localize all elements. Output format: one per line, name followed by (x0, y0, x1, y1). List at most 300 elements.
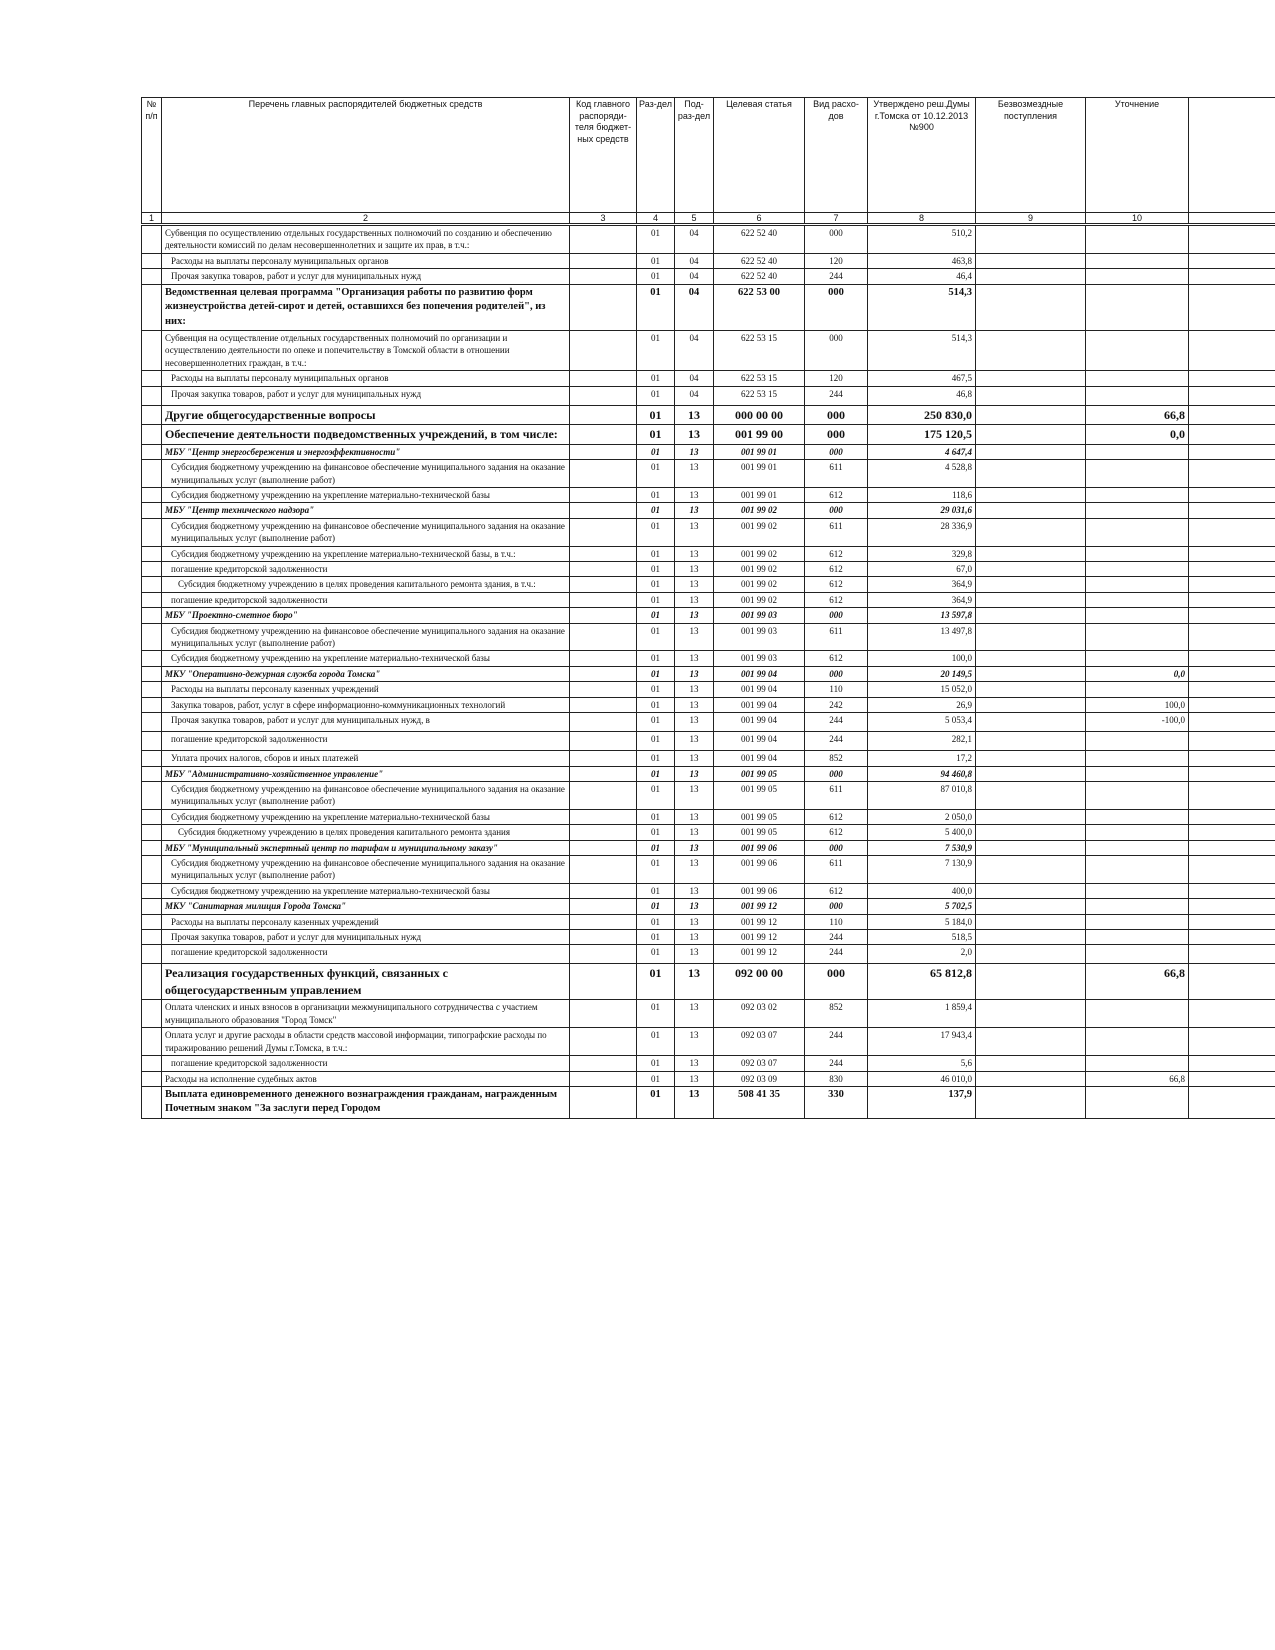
row-vid: 000 (805, 899, 868, 914)
row-correction (1086, 546, 1189, 561)
row-amount: 1 859,4 (868, 1000, 976, 1028)
row-podrazdel: 13 (675, 503, 714, 518)
row-correction (1086, 766, 1189, 781)
row-extra (1189, 682, 1275, 697)
header-extra (1189, 98, 1275, 213)
row-name: Субсидия бюджетному учреждению на финансовое обеспечение муниципального задания на оказание муниципальных услуг (выполнение работ) (162, 623, 570, 651)
row-amount: 5 702,5 (868, 899, 976, 914)
row-podrazdel: 04 (675, 386, 714, 405)
row-statya: 000 00 00 (714, 405, 805, 425)
row-vid: 244 (805, 1028, 868, 1056)
table-row (142, 666, 1275, 681)
row-correction (1086, 623, 1189, 651)
row-podrazdel: 13 (675, 1056, 714, 1071)
row-amount: 175 120,5 (868, 425, 976, 445)
row-grants (976, 666, 1086, 681)
row-correction (1086, 1000, 1189, 1028)
row-amount: 28 336,9 (868, 518, 976, 546)
row-vid: 244 (805, 269, 868, 284)
table-row (142, 1028, 1275, 1056)
row-name: Субсидия бюджетному учреждению в целях проведения капитального ремонта здания, в т.ч.: (162, 577, 570, 592)
row-amount: 15 052,0 (868, 682, 976, 697)
row-razdel: 01 (637, 284, 675, 330)
row-name: МБУ "Муниципальный экспертный центр по тарифам и муниципальному заказу" (162, 840, 570, 855)
row-vid: 612 (805, 825, 868, 840)
header-statya: Целевая статья (714, 98, 805, 213)
row-statya: 092 03 07 (714, 1028, 805, 1056)
row-podrazdel: 13 (675, 666, 714, 681)
row-correction (1086, 225, 1189, 254)
row-vid: 000 (805, 766, 868, 781)
row-statya: 001 99 04 (714, 682, 805, 697)
row-podrazdel: 13 (675, 809, 714, 824)
row-statya: 092 03 09 (714, 1071, 805, 1086)
row-amount: 100,0 (868, 651, 976, 666)
row-razdel: 01 (637, 1028, 675, 1056)
row-correction (1086, 929, 1189, 944)
row-amount: 94 460,8 (868, 766, 976, 781)
num (142, 682, 162, 697)
header-name: Перечень главных распорядителей бюджетных средств (162, 98, 570, 213)
row-extra (1189, 840, 1275, 855)
row-statya: 001 99 05 (714, 766, 805, 781)
row-grants (976, 883, 1086, 898)
row-vid: 244 (805, 1056, 868, 1071)
row-amount: 5 184,0 (868, 914, 976, 929)
row-extra (1189, 371, 1275, 386)
row-statya: 001 99 04 (714, 751, 805, 766)
table-row (142, 1000, 1275, 1028)
row-vid: 000 (805, 964, 868, 1000)
num (142, 562, 162, 577)
row-name: Субсидия бюджетному учреждению на укрепление материально-технической базы (162, 488, 570, 503)
row-statya: 001 99 02 (714, 518, 805, 546)
row-extra (1189, 855, 1275, 883)
row-code (570, 883, 637, 898)
row-statya: 001 99 04 (714, 713, 805, 732)
row-vid: 611 (805, 781, 868, 809)
col-number: 7 (805, 213, 868, 225)
row-code (570, 929, 637, 944)
row-amount: 2 050,0 (868, 809, 976, 824)
row-grants (976, 225, 1086, 254)
row-correction: 0,0 (1086, 666, 1189, 681)
row-vid: 000 (805, 608, 868, 623)
table-row (142, 809, 1275, 824)
row-name: Субсидия бюджетному учреждению на финансовое обеспечение муниципального задания на оказание муниципальных услуг (выполнение работ) (162, 460, 570, 488)
row-name: Субсидия бюджетному учреждению на финансовое обеспечение муниципального задания на оказание муниципальных услуг (выполнение работ) (162, 518, 570, 546)
row-correction (1086, 253, 1189, 268)
row-name: Расходы на выплаты персоналу муниципальных органов (162, 253, 570, 268)
row-statya: 622 53 15 (714, 371, 805, 386)
row-correction (1086, 914, 1189, 929)
row-code (570, 751, 637, 766)
table-row (142, 682, 1275, 697)
row-code (570, 546, 637, 561)
row-podrazdel: 13 (675, 964, 714, 1000)
row-amount: 364,9 (868, 592, 976, 607)
num (142, 225, 162, 254)
row-grants (976, 405, 1086, 425)
row-podrazdel: 13 (675, 651, 714, 666)
col-number: 3 (570, 213, 637, 225)
row-grants (976, 460, 1086, 488)
num (142, 460, 162, 488)
row-grants (976, 651, 1086, 666)
row-name: Оплата услуг и другие расходы в области средств массовой информации, типографские расходы по тиражированию решений Думы г.Томска, в т.ч.: (162, 1028, 570, 1056)
row-extra (1189, 253, 1275, 268)
row-code (570, 460, 637, 488)
row-extra (1189, 666, 1275, 681)
row-amount: 46,8 (868, 386, 976, 405)
row-code (570, 518, 637, 546)
row-statya: 001 99 04 (714, 732, 805, 751)
row-razdel: 01 (637, 444, 675, 459)
row-razdel: 01 (637, 488, 675, 503)
num (142, 488, 162, 503)
num (142, 331, 162, 371)
row-extra (1189, 751, 1275, 766)
row-name: МБУ "Административно-хозяйственное управление" (162, 766, 570, 781)
row-amount: 463,8 (868, 253, 976, 268)
row-code (570, 732, 637, 751)
row-correction (1086, 781, 1189, 809)
row-podrazdel: 13 (675, 623, 714, 651)
row-extra (1189, 1071, 1275, 1086)
table-row (142, 546, 1275, 561)
row-vid: 110 (805, 914, 868, 929)
row-podrazdel: 13 (675, 899, 714, 914)
row-extra (1189, 899, 1275, 914)
row-grants (976, 1086, 1086, 1118)
budget-table-sheet (141, 97, 1275, 1119)
row-podrazdel: 04 (675, 284, 714, 330)
row-podrazdel: 04 (675, 371, 714, 386)
header-correction: Уточнение (1086, 98, 1189, 213)
row-grants (976, 518, 1086, 546)
num (142, 592, 162, 607)
row-name: погашение кредиторской задолженности (162, 732, 570, 751)
row-vid: 000 (805, 331, 868, 371)
row-name: Расходы на выплаты персоналу муниципальных органов (162, 371, 570, 386)
row-razdel: 01 (637, 371, 675, 386)
row-podrazdel: 13 (675, 425, 714, 445)
num (142, 1056, 162, 1071)
table-row (142, 592, 1275, 607)
row-razdel: 01 (637, 577, 675, 592)
row-correction (1086, 592, 1189, 607)
row-statya: 622 52 40 (714, 253, 805, 268)
row-amount: 7 130,9 (868, 855, 976, 883)
row-name: МБУ "Центр энергосбережения и энергоэффективности" (162, 444, 570, 459)
row-extra (1189, 809, 1275, 824)
row-podrazdel: 04 (675, 253, 714, 268)
table-row (142, 518, 1275, 546)
row-amount: 137,9 (868, 1086, 976, 1118)
row-vid: 612 (805, 562, 868, 577)
table-row (142, 964, 1275, 1000)
row-name: Ведомственная целевая программа "Организация работы по развитию форм жизнеустройства детей-сирот и детей, оставшихся без попечения родителей", из них: (162, 284, 570, 330)
row-podrazdel: 13 (675, 577, 714, 592)
num (142, 825, 162, 840)
num (142, 899, 162, 914)
table-row (142, 371, 1275, 386)
row-name: Прочая закупка товаров, работ и услуг для муниципальных нужд (162, 929, 570, 944)
row-correction: -100,0 (1086, 713, 1189, 732)
row-razdel: 01 (637, 592, 675, 607)
row-code (570, 592, 637, 607)
row-name: Расходы на выплаты персоналу казенных учреждений (162, 682, 570, 697)
row-podrazdel: 13 (675, 840, 714, 855)
row-podrazdel: 13 (675, 914, 714, 929)
row-grants (976, 732, 1086, 751)
row-vid: 000 (805, 405, 868, 425)
row-extra (1189, 651, 1275, 666)
row-razdel: 01 (637, 1086, 675, 1118)
table-body (142, 225, 1275, 1119)
table-row (142, 623, 1275, 651)
row-razdel: 01 (637, 964, 675, 1000)
row-correction (1086, 883, 1189, 898)
row-vid: 120 (805, 371, 868, 386)
row-statya: 001 99 05 (714, 781, 805, 809)
row-vid: 612 (805, 809, 868, 824)
row-podrazdel: 13 (675, 488, 714, 503)
row-extra (1189, 488, 1275, 503)
row-razdel: 01 (637, 751, 675, 766)
row-name: Расходы на выплаты персоналу казенных учреждений (162, 914, 570, 929)
num (142, 666, 162, 681)
row-extra (1189, 1086, 1275, 1118)
row-amount: 282,1 (868, 732, 976, 751)
row-name: погашение кредиторской задолженности (162, 592, 570, 607)
row-name: МКУ "Оперативно-дежурная служба города Томска" (162, 666, 570, 681)
row-statya: 508 41 35 (714, 1086, 805, 1118)
row-correction: 0,0 (1086, 425, 1189, 445)
row-statya: 001 99 12 (714, 899, 805, 914)
row-correction (1086, 809, 1189, 824)
num (142, 809, 162, 824)
table-row (142, 1086, 1275, 1118)
col-number: 4 (637, 213, 675, 225)
col-number: 1 (142, 213, 162, 225)
row-vid: 000 (805, 666, 868, 681)
row-amount: 65 812,8 (868, 964, 976, 1000)
row-statya: 001 99 05 (714, 825, 805, 840)
col-number: 8 (868, 213, 976, 225)
row-extra (1189, 444, 1275, 459)
num (142, 964, 162, 1000)
row-podrazdel: 13 (675, 945, 714, 964)
row-extra (1189, 964, 1275, 1000)
row-name: Обеспечение деятельности подведомственных учреждений, в том числе: (162, 425, 570, 445)
row-code (570, 825, 637, 840)
row-podrazdel: 13 (675, 732, 714, 751)
row-razdel: 01 (637, 855, 675, 883)
row-grants (976, 855, 1086, 883)
row-code (570, 682, 637, 697)
row-name: Расходы на исполнение судебных актов (162, 1071, 570, 1086)
row-vid: 852 (805, 751, 868, 766)
row-statya: 001 99 04 (714, 697, 805, 712)
row-code (570, 766, 637, 781)
row-razdel: 01 (637, 914, 675, 929)
row-grants (976, 899, 1086, 914)
row-vid: 000 (805, 225, 868, 254)
row-grants (976, 1071, 1086, 1086)
row-correction (1086, 651, 1189, 666)
row-correction (1086, 1056, 1189, 1071)
row-extra (1189, 1028, 1275, 1056)
row-correction (1086, 899, 1189, 914)
row-razdel: 01 (637, 651, 675, 666)
row-razdel: 01 (637, 713, 675, 732)
row-podrazdel: 13 (675, 825, 714, 840)
row-amount: 518,5 (868, 929, 976, 944)
row-grants (976, 766, 1086, 781)
row-grants (976, 371, 1086, 386)
row-grants (976, 1056, 1086, 1071)
table-row (142, 840, 1275, 855)
row-statya: 622 52 40 (714, 269, 805, 284)
row-podrazdel: 13 (675, 883, 714, 898)
num (142, 518, 162, 546)
row-grants (976, 781, 1086, 809)
num (142, 1071, 162, 1086)
row-grants (976, 253, 1086, 268)
row-razdel: 01 (637, 1056, 675, 1071)
row-razdel: 01 (637, 732, 675, 751)
row-name: Субсидия бюджетному учреждению на укрепление материально-технической базы (162, 651, 570, 666)
row-statya: 001 99 01 (714, 460, 805, 488)
row-statya: 001 99 12 (714, 914, 805, 929)
row-code (570, 562, 637, 577)
row-grants (976, 914, 1086, 929)
row-code (570, 444, 637, 459)
row-razdel: 01 (637, 945, 675, 964)
row-statya: 001 99 00 (714, 425, 805, 445)
row-grants (976, 488, 1086, 503)
row-statya: 001 99 12 (714, 929, 805, 944)
row-name: МБУ "Центр технического надзора" (162, 503, 570, 518)
col-number: 10 (1086, 213, 1189, 225)
row-name: Прочая закупка товаров, работ и услуг для муниципальных нужд (162, 386, 570, 405)
col-number: 2 (162, 213, 570, 225)
row-razdel: 01 (637, 666, 675, 681)
row-code (570, 899, 637, 914)
row-name: МКУ "Санитарная милиция Города Томска" (162, 899, 570, 914)
row-code (570, 225, 637, 254)
row-amount: 29 031,6 (868, 503, 976, 518)
row-podrazdel: 13 (675, 562, 714, 577)
row-extra (1189, 331, 1275, 371)
table-row (142, 503, 1275, 518)
row-grants (976, 608, 1086, 623)
row-razdel: 01 (637, 929, 675, 944)
row-statya: 001 99 03 (714, 608, 805, 623)
row-statya: 001 99 03 (714, 651, 805, 666)
row-extra (1189, 503, 1275, 518)
table-row (142, 284, 1275, 330)
row-extra (1189, 623, 1275, 651)
num (142, 623, 162, 651)
row-vid: 244 (805, 929, 868, 944)
row-razdel: 01 (637, 809, 675, 824)
row-statya: 001 99 05 (714, 809, 805, 824)
row-amount: 5 400,0 (868, 825, 976, 840)
row-statya: 001 99 02 (714, 592, 805, 607)
num (142, 651, 162, 666)
row-correction: 66,8 (1086, 964, 1189, 1000)
row-grants (976, 751, 1086, 766)
row-vid: 244 (805, 386, 868, 405)
row-code (570, 488, 637, 503)
row-vid: 000 (805, 503, 868, 518)
row-amount: 514,3 (868, 331, 976, 371)
row-code (570, 425, 637, 445)
row-podrazdel: 13 (675, 546, 714, 561)
row-vid: 110 (805, 682, 868, 697)
row-correction (1086, 460, 1189, 488)
row-razdel: 01 (637, 825, 675, 840)
row-extra (1189, 546, 1275, 561)
row-correction (1086, 751, 1189, 766)
num (142, 269, 162, 284)
table-row (142, 386, 1275, 405)
row-grants (976, 577, 1086, 592)
table-row (142, 766, 1275, 781)
num (142, 253, 162, 268)
row-amount: 17,2 (868, 751, 976, 766)
row-correction (1086, 386, 1189, 405)
num (142, 425, 162, 445)
row-razdel: 01 (637, 503, 675, 518)
header-podrazdel: Под-раз-дел (675, 98, 714, 213)
table-row (142, 488, 1275, 503)
row-vid: 120 (805, 253, 868, 268)
row-extra (1189, 883, 1275, 898)
num (142, 713, 162, 732)
row-name: Субсидия бюджетному учреждению на укрепление материально-технической базы, в т.ч.: (162, 546, 570, 561)
row-extra (1189, 269, 1275, 284)
row-amount: 26,9 (868, 697, 976, 712)
row-extra (1189, 713, 1275, 732)
row-podrazdel: 13 (675, 592, 714, 607)
table-row (142, 781, 1275, 809)
row-correction (1086, 1086, 1189, 1118)
row-correction (1086, 503, 1189, 518)
table-row (142, 651, 1275, 666)
row-statya: 001 99 02 (714, 562, 805, 577)
row-name: погашение кредиторской задолженности (162, 945, 570, 964)
table-row (142, 825, 1275, 840)
table-row (142, 1071, 1275, 1086)
row-podrazdel: 13 (675, 444, 714, 459)
row-extra (1189, 386, 1275, 405)
row-name: погашение кредиторской задолженности (162, 562, 570, 577)
num (142, 386, 162, 405)
row-podrazdel: 13 (675, 781, 714, 809)
row-amount: 467,5 (868, 371, 976, 386)
row-vid: 611 (805, 518, 868, 546)
row-extra (1189, 518, 1275, 546)
row-name: погашение кредиторской задолженности (162, 1056, 570, 1071)
row-amount: 17 943,4 (868, 1028, 976, 1056)
row-statya: 001 99 12 (714, 945, 805, 964)
row-extra (1189, 608, 1275, 623)
row-amount: 4 647,4 (868, 444, 976, 459)
row-razdel: 01 (637, 460, 675, 488)
